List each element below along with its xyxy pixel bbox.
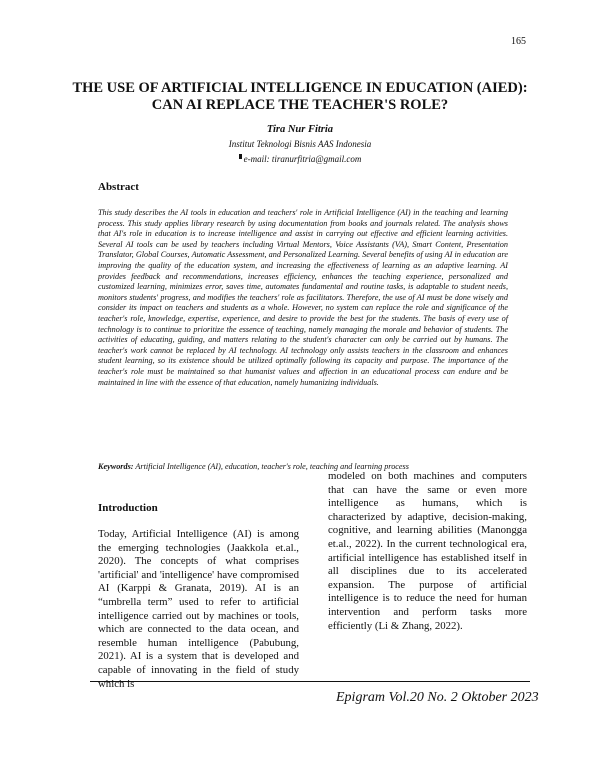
keywords-label: Keywords:: [98, 462, 134, 471]
introduction-right-text: modeled on both machines and computers that can have the same or even more intelligence as humans, which is characterized by adaptive, decision-making, cognitive, and learning abilities (Manongga et.al., 2022). In the current technological era, artificial intelligence has established itself in all disciplines due to its accelerated expansion. The purpose of artificial intelligence is to reduce the need for human intervention and perform tasks more efficiently (Li & Zhang, 2022).: [328, 470, 527, 632]
author-email: [60, 154, 540, 164]
left-column: [98, 502, 299, 691]
abstract-text: This study describes the AI tools in education and teachers' role in Artificial Intelligence (AI) in the teaching and learning process. This study applies library research by using documentation from books and journals related. The analysis shows that AI's role in education is to increase intelligence and assist in carrying out effective and efficient learning activities. Several AI tools can be used by teachers including Virtual Mentors, Voice Assistants (VA), Smart Content, Presentation Translator, Global Courses, Automatic Assessment, and Personalized Learning. Several benefits of using AI in education are improving the quality of the education system, and increasing the effectiveness of learning as an adaptive learning. AI provides feedback and recommendations, increases efficiency, enhances the teaching experience, personalized and customized learning, minimizes error, saves time, automates fundamental and routine tasks, is adaptable to student needs, monitors students' progress, and modifies the teachers' role as facilitators. Therefore, the use of AI must be done wisely and consider its impact on teachers and students as a whole. However, no system can replace the role and significance of the teacher's role, knowledge, expertise, experience, and desire to provide the best for the students. The basis of every use of technology is to continue to prioritize the essence of teaching, namely managing the morale and behavior of students. The activities of educating, guiding, and matters relating to the student's character can only be carried out by humans. The teacher's work cannot be replaced by AI technology. AI technology only assists teachers in the classroom and enhances student learning, so its existence should be utilized optimally following its capacity and purpose. The importance of the teacher's role must be maintained so that humanist values and affection in an educational process can endure and be maintained in line with the essence of that education, namely humanizing individuals.: [98, 208, 508, 387]
introduction-heading: Introduction: [98, 502, 158, 514]
introduction-left-text: Today, Artificial Intelligence (AI) is among the emerging technologies (Jaakkola et.al., 2020). The concepts of what comprises 'artificial' and 'intelligence' have compromised AI (Karppi & Granata, 2019). AI is an “umbrella term” used to refer to artificial intelligence carried out by machines or tools, which are connected to the data ocean, and resemble human intelligence (Pabubung, 2021). AI is a system that is developed and capable of innovating in the field of study which is: [98, 528, 299, 690]
abstract-heading: Abstract: [98, 181, 139, 193]
footer-rule: [90, 681, 530, 682]
keywords-text: Artificial Intelligence (AI), education, teacher's role, teaching and learning process: [135, 462, 409, 471]
author-email-text: e-mail: tiranurfitria@gmail.com: [243, 154, 362, 164]
journal-footer: Epigram Vol.20 No. 2 Oktober 2023: [336, 690, 539, 705]
author-affiliation: Institut Teknologi Bisnis AAS Indonesia: [228, 139, 372, 149]
corresponding-author-mark: [239, 154, 242, 159]
page-number: 165: [511, 36, 526, 47]
author-name: Tira Nur Fitria: [266, 124, 334, 135]
right-column: [328, 470, 527, 633]
paper-title: THE USE OF ARTIFICIAL INTELLIGENCE IN EDUCATION (AIED): CAN AI REPLACE THE TEACHER'S ROLE?: [72, 80, 528, 113]
